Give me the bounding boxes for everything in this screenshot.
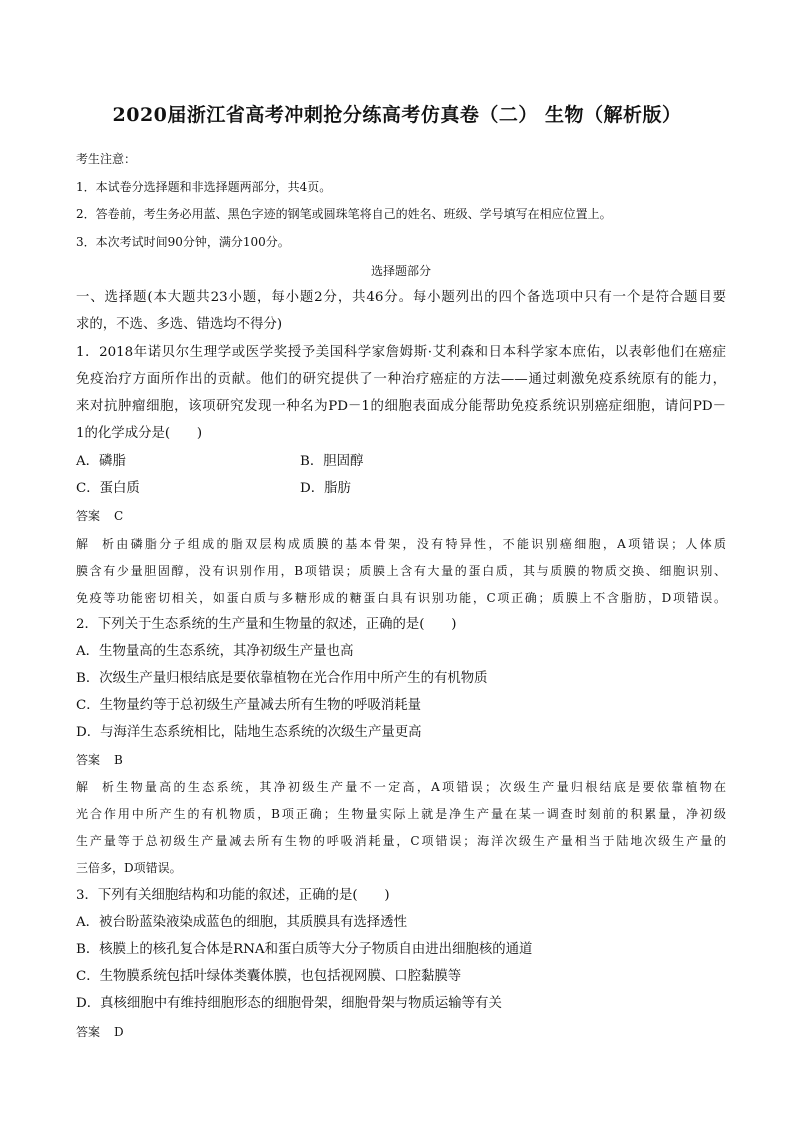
section-heading: 选择题部分	[370, 264, 431, 278]
question-3-option-d: D．真核细胞中有维持细胞形态的细胞骨架，细胞骨架与物质运输等有关	[76, 996, 502, 1011]
answer-value: D	[114, 1025, 124, 1039]
analysis-text: 由磷脂分子组成的脂双层构成质膜的基本骨架，没有特异性，不能识别癌细胞，A项错误；人体质	[114, 537, 726, 551]
notice-item: 3．本次考试时间90分钟，满分100分。	[76, 235, 290, 249]
question-1-analysis-line	[76, 535, 726, 553]
question-2-analysis-line: 三倍多，D项错误。	[76, 861, 182, 875]
question-2-analysis-line	[76, 778, 726, 796]
question-1-stem-line: 1的化学成分是( )	[76, 426, 203, 441]
question-2-option-c: C．生物量约等于总初级生产量减去所有生物的呼吸消耗量	[76, 698, 422, 713]
question-1-analysis-line: 免疫等功能密切相关，如蛋白质与多糖形成的糖蛋白具有识别功能，C项正确；质膜上不含脂肪，D项错误。	[76, 591, 726, 605]
notice-item: 1．本试卷分选择题和非选择题两部分，共4页。	[76, 180, 332, 194]
answer-label: 答案	[76, 753, 101, 767]
analysis-label: 解析	[76, 537, 114, 551]
question-3-option-a: A．被台盼蓝染液染成蓝色的细胞，其质膜具有选择透性	[76, 915, 408, 930]
answer-label: 答案	[76, 509, 101, 523]
question-2-answer	[76, 751, 726, 769]
analysis-text: 生物量高的生态系统，其净初级生产量不一定高，A项错误；次级生产量归根结底是要依靠植物在	[114, 780, 726, 794]
question-2-analysis-line: 生产量等于总初级生产量减去所有生物的呼吸消耗量，C项错误；海洋次级生产量相当于陆地次级生产量的	[76, 834, 726, 848]
answer-label: 答案	[76, 1025, 101, 1039]
question-1-stem-line: 1．2018年诺贝尔生理学或医学奖授予美国科学家詹姆斯·艾利森和日本科学家本庶佑，以表彰他们在癌症	[76, 345, 726, 360]
question-2-option-a: A．生物量高的生态系统，其净初级生产量也高	[76, 644, 354, 659]
answer-value: B	[114, 753, 123, 767]
document-title: 2020届浙江省高考冲刺抢分练高考仿真卷（二） 生物（解析版）	[112, 104, 682, 126]
question-1-stem-line: 免疫治疗方面所作出的贡献。他们的研究提供了一种治疗癌症的方法——通过刺激免疫系统原有的能力，	[76, 372, 726, 387]
question-1-options-row	[76, 453, 726, 471]
analysis-label: 解析	[76, 780, 114, 794]
section-intro-line: 一、选择题(本大题共23小题，每小题2分，共46分。每小题列出的四个备选项中只有一个是符合题目要	[76, 290, 726, 305]
question-2-analysis-line: 光合作用中所产生的有机物质，B项正确；生物量实际上就是净生产量在某一调查时刻前的积累量，净初级	[76, 807, 726, 821]
question-2-option-b: B．次级生产量归根结底是要依靠植物在光合作用中所产生的有机物质	[76, 671, 488, 686]
answer-value: C	[114, 509, 124, 523]
question-3-stem: 3．下列有关细胞结构和功能的叙述，正确的是( )	[76, 888, 390, 903]
question-1-option-c: C．蛋白质	[76, 481, 140, 496]
question-1-option-b: B．胆固醇	[300, 454, 364, 469]
question-1-options-row	[76, 480, 726, 498]
notice-heading: 考生注意：	[76, 152, 137, 166]
question-2-option-d: D．与海洋生态系统相比，陆地生态系统的次级生产量更高	[76, 725, 422, 740]
question-3-answer	[76, 1023, 726, 1041]
question-3-option-c: C．生物膜系统包括叶绿体类囊体膜，也包括视网膜、口腔黏膜等	[76, 969, 462, 984]
question-3-option-b: B．核膜上的核孔复合体是RNA和蛋白质等大分子物质自由进出细胞核的通道	[76, 942, 533, 957]
question-1-stem-line: 来对抗肿瘤细胞，该项研究发现一种名为PD－1的细胞表面成分能帮助免疫系统识别癌症细胞，请问PD－	[76, 399, 726, 414]
question-1-analysis-line: 膜含有少量胆固醇，没有识别作用，B项错误；质膜上含有大量的蛋白质，其与质膜的物质交换、细胞识别、	[76, 564, 726, 578]
question-1-option-a: A．磷脂	[76, 454, 126, 469]
question-1-answer	[76, 507, 726, 525]
notice-item: 2．答卷前，考生务必用蓝、黑色字迹的钢笔或圆珠笔将自己的姓名、班级、学号填写在相应位置上。	[76, 207, 612, 221]
question-2-stem: 2．下列关于生态系统的生产量和生物量的叙述，正确的是( )	[76, 617, 457, 632]
section-intro-line: 求的，不选、多选、错选均不得分)	[76, 317, 283, 332]
question-1-option-d: D．脂肪	[300, 481, 351, 496]
